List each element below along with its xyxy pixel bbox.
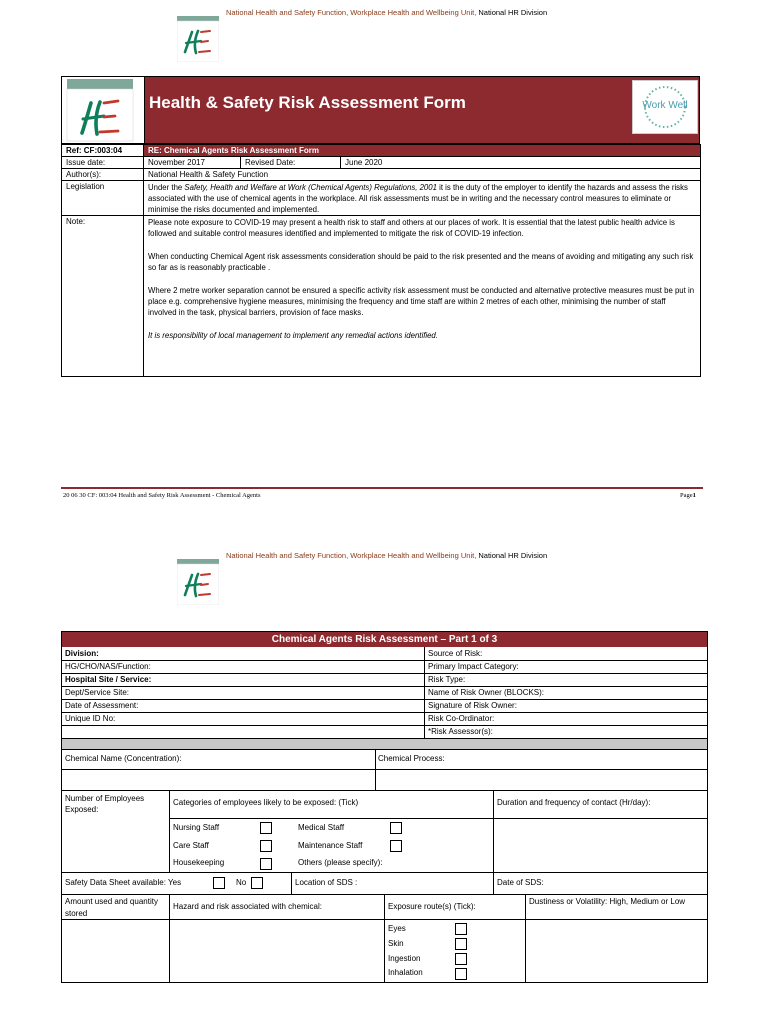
part1-form — [61, 631, 708, 983]
issue-row — [62, 157, 701, 169]
chemical-process-label: Chemical Process: — [378, 754, 445, 763]
authors-label: Author(s): — [62, 169, 144, 181]
staff-housekeeping-label: Housekeeping — [173, 858, 225, 867]
authors-row — [62, 169, 701, 181]
staff-maintenance-label: Maintenance Staff — [298, 841, 363, 850]
sds-available-label: Safety Data Sheet available: Yes — [65, 878, 182, 887]
legislation-pre: Under the — [148, 183, 185, 192]
staff-nursing-label: Nursing Staff — [173, 823, 220, 832]
field-dept-site[interactable]: Dept/Service Site: — [65, 688, 130, 697]
workwell-logo — [632, 80, 698, 134]
field-risk-assessors[interactable]: *Risk Assessor(s): — [428, 727, 493, 736]
route-inhalation-checkbox[interactable] — [455, 968, 467, 980]
page-label: Page — [680, 492, 693, 499]
field-date-assessment[interactable]: Date of Assessment: — [65, 701, 139, 710]
department-org-2: National Health and Safety Function, Workplace Health and Wellbeing Unit, — [226, 551, 477, 560]
re-text: RE: Chemical Agents Risk Assessment Form — [144, 145, 701, 157]
note-label: Note: — [62, 216, 144, 377]
title-banner — [61, 76, 700, 144]
issue-value: November 2017 — [144, 157, 241, 169]
info-table — [61, 144, 701, 377]
title-bar — [145, 77, 699, 143]
page-num: 1 — [692, 492, 696, 499]
route-skin-label: Skin — [388, 939, 404, 948]
field-risk-type[interactable]: Risk Type: — [428, 675, 466, 684]
field-source-risk[interactable]: Source of Risk: — [428, 649, 483, 658]
left-fields — [62, 647, 425, 739]
revised-label: Revised Date: — [241, 157, 341, 169]
note-consideration: When conducting Chemical Agent risk assessments consideration should be paid to the risk presented and the means of avoiding and mitigating any such risk so far as is reasonably practicable . — [148, 252, 694, 272]
route-inhalation-label: Inhalation — [388, 968, 423, 977]
department-division: National HR Division — [478, 8, 548, 17]
duration-label: Duration and frequency of contact (Hr/day): — [497, 798, 651, 807]
route-ingestion-checkbox[interactable] — [455, 953, 467, 965]
field-primary-impact[interactable]: Primary Impact Category: — [428, 662, 519, 671]
note-responsibility: It is responsibility of local management to implement any remedial actions identified. — [148, 331, 438, 340]
hse-logo-2 — [177, 559, 219, 605]
department-division-2: National HR Division — [478, 551, 548, 560]
legislation-row — [62, 181, 701, 216]
hse-logo-large — [62, 77, 144, 143]
right-fields — [425, 647, 707, 739]
medical-staff-checkbox[interactable] — [390, 822, 402, 834]
field-unique-id[interactable]: Unique ID No: — [65, 714, 116, 723]
hse-logo — [177, 16, 219, 62]
legislation-post: it is the duty of the employer to identify the hazards and assess the risks associated with the use of chemical agents in the workplace. All risk assessments must be in writing and the necessary control measures to eliminate or minimise the risks documented and implemented. — [148, 183, 688, 214]
maintenance-staff-checkbox[interactable] — [390, 840, 402, 852]
revised-value: June 2020 — [341, 157, 701, 169]
route-eyes-label: Eyes — [388, 924, 406, 933]
footer-rule — [61, 487, 703, 489]
care-staff-checkbox[interactable] — [260, 840, 272, 852]
field-risk-coordinator[interactable]: Risk Co-Ordinator: — [428, 714, 495, 723]
date-sds-label: Date of SDS: — [497, 878, 544, 887]
ref-label: Ref: CF:003:04 — [62, 145, 144, 157]
field-risk-owner-signature[interactable]: Signature of Risk Owner: — [428, 701, 517, 710]
sds-no-checkbox[interactable] — [251, 877, 263, 889]
field-division[interactable]: Division: — [65, 649, 99, 658]
num-employees-label: Number of Employees Exposed: — [65, 794, 145, 814]
legislation-label: Legislation — [62, 181, 144, 216]
footer-text: 20 06 30 CF: 003:04 Health and Safety Risk Assessment - Chemical Agents — [63, 492, 261, 499]
location-sds-label: Location of SDS : — [295, 878, 358, 887]
issue-label: Issue date: — [62, 157, 144, 169]
nursing-staff-checkbox[interactable] — [260, 822, 272, 834]
chemical-name-label: Chemical Name (Concentration): — [65, 754, 182, 763]
part-title: Chemical Agents Risk Assessment – Part 1 of 3 — [62, 632, 707, 647]
housekeeping-checkbox[interactable] — [260, 858, 272, 870]
department-header-2 — [226, 551, 547, 560]
note-text — [144, 216, 701, 377]
exposure-label: Exposure route(s) (Tick): — [388, 902, 476, 911]
note-covid: Please note exposure to COVID-19 may present a health risk to staff and others at our places of work. It is essential that the latest public health advice is followed and suitable control measures identified and implemented to mitigate the risk of COVID-19 infection. — [148, 218, 675, 238]
ref-row — [62, 145, 701, 157]
staff-medical-label: Medical Staff — [298, 823, 345, 832]
field-hospital-site[interactable]: Hospital Site / Service: — [65, 675, 152, 684]
staff-care-label: Care Staff — [173, 841, 209, 850]
department-header — [226, 8, 547, 17]
sds-no-label: No — [236, 878, 247, 887]
dustiness-label: Dustiness or Volatility: High, Medium or Low — [529, 897, 686, 906]
title-logo-cell — [62, 77, 145, 143]
note-separation: Where 2 metre worker separation cannot be ensured a specific activity risk assessment must be conducted and alternative protective measures must be put in place e.g. comprehensive hygiene measures, minimising the frequency and time staff are within 2 metres of each other, minimising the number of staff involved in the task, physical barriers, provision of face masks. — [148, 286, 695, 317]
field-risk-owner-name[interactable]: Name of Risk Owner (BLOCKS): — [428, 688, 545, 697]
amount-label: Amount used and quantity stored — [65, 897, 158, 918]
staff-others-label: Others (please specify): — [298, 858, 383, 867]
form-title: Health & Safety Risk Assessment Form — [149, 93, 466, 112]
department-org: National Health and Safety Function, Workplace Health and Wellbeing Unit, — [226, 8, 477, 17]
workwell-text: Work Well — [642, 100, 688, 111]
route-skin-checkbox[interactable] — [455, 938, 467, 950]
route-ingestion-label: Ingestion — [388, 954, 421, 963]
sds-yes-checkbox[interactable] — [213, 877, 225, 889]
legislation-text — [144, 181, 701, 216]
note-row — [62, 216, 701, 377]
page-number — [680, 492, 696, 499]
authors-value: National Health & Safety Function — [144, 169, 701, 181]
hazard-label: Hazard and risk associated with chemical: — [173, 902, 322, 911]
legislation-regulation: Safety, Health and Welfare at Work (Chemical Agents) Regulations, 2001 — [184, 183, 437, 192]
route-eyes-checkbox[interactable] — [455, 923, 467, 935]
field-hg-cho[interactable]: HG/CHO/NAS/Function: — [65, 662, 151, 671]
grey-separator — [62, 739, 707, 750]
categories-label: Categories of employees likely to be exposed: (Tick) — [173, 798, 359, 807]
